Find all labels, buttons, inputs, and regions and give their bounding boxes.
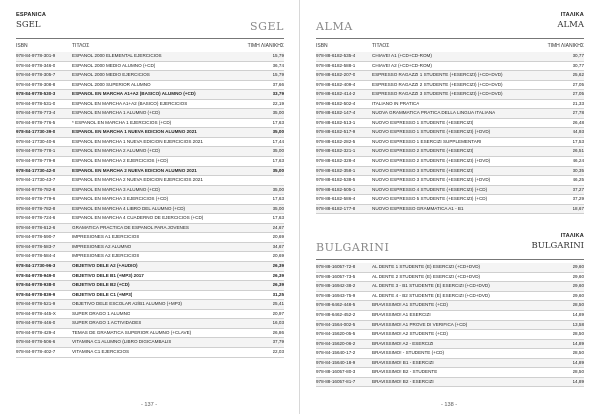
table-row	[16, 81, 284, 91]
title-cell: ESPANOL EN MARCHA 3 ALUMNO (+CD)	[72, 186, 160, 192]
price-cell: 14,89	[572, 312, 584, 318]
price-cell: 17,63	[272, 196, 284, 202]
col-price: ΤΙΜΗ ΛΙΑΝΙΚΗΣ	[547, 43, 584, 49]
isbn-cell: 978-88-6462-452-2	[316, 312, 356, 318]
price-cell: 17,63	[272, 215, 284, 221]
isbn-cell: 978-84-9778-583-7	[16, 243, 56, 249]
isbn-cell: 978-84-17730-42-0	[16, 167, 56, 173]
title-cell: NUOVO ESPRESSO 2 STUDENTE (+ESERCIZI)	[372, 148, 474, 154]
catalog-table	[316, 52, 584, 214]
isbn-cell: 978-84-9778-429-4	[16, 329, 56, 335]
table-row	[16, 272, 284, 282]
price-cell: 35,00	[272, 205, 284, 211]
title-cell: ESPRESSO RAGAZZI 1 STUDENTE (+ESERCIZI) (+CD+DVD)	[372, 72, 503, 78]
price-cell: 15,79	[272, 53, 284, 58]
price-cell: 35,00	[272, 110, 284, 116]
column-header	[316, 39, 584, 52]
title-cell: BRAVISSIMO! A2 STUDENTE (+CD)	[372, 331, 448, 337]
isbn-cell: 978-84-9778-506-6	[16, 339, 56, 345]
isbn-cell: 978-84-9778-938-0	[16, 282, 56, 288]
table-row	[316, 321, 584, 331]
title-cell: AL DENTE 1 STUDENTE (E) ESERCIZI (+CD+DVD)	[372, 264, 481, 270]
isbn-cell: 978-88-6182-517-9	[316, 129, 356, 135]
title-cell: ESPANOL 2000 MEDIO ALUMNO (+CD)	[72, 62, 156, 68]
table-row	[16, 252, 284, 262]
isbn-cell: 978-84-15640-18-9	[316, 359, 356, 365]
title-cell: NUOVO ESPRESSO 3 STUDENTE (+ESERCIZI) (+DVD)	[372, 177, 491, 183]
header-rule	[316, 259, 584, 260]
price-cell: 46,24	[572, 158, 584, 164]
title-cell: NUOVO ESPRESSO 3 STUDENTE (+ESERCIZI)	[372, 167, 474, 173]
isbn-cell: 978-84-17730-96-3	[16, 263, 56, 269]
isbn-cell: 978-84-9778-521-9	[16, 301, 56, 307]
title-cell: BRAVISSIMO! A1 ESERCIZI	[372, 312, 431, 318]
table-row	[316, 186, 584, 196]
table-row	[16, 214, 284, 224]
table-row	[316, 195, 584, 205]
isbn-cell: 978-88-6182-147-4	[316, 110, 356, 116]
title-cell: SUPER DRAGO 1 ACTIVIDADES	[72, 320, 142, 326]
isbn-cell: 978-84-9778-773-4	[16, 110, 56, 116]
table-row	[16, 167, 284, 177]
price-cell: 30,35	[572, 167, 584, 173]
title-cell: BRAVISSIMO! A1 STUDENTE (+CD)	[372, 302, 448, 308]
price-cell: 20,69	[272, 234, 284, 240]
table-row	[16, 205, 284, 215]
isbn-cell: 978-84-9778-590-7	[16, 234, 56, 240]
price-cell: 20,97	[272, 310, 284, 316]
table-row	[16, 348, 284, 358]
table-row	[16, 109, 284, 119]
price-cell: 17,44	[272, 138, 284, 144]
price-cell: 14,89	[572, 340, 584, 346]
table-row	[16, 100, 284, 110]
table-row	[316, 62, 584, 72]
title-cell: NUOVO ESPRESSO 4 STUDENTE (+ESERCIZI) (+CD)	[372, 186, 488, 192]
title-cell: BRAVISSIMO! B2 - STUDENTE	[372, 369, 438, 375]
isbn-cell: 978-88-6462-448-5	[316, 302, 356, 308]
isbn-cell: 978-88-6182-505-1	[316, 186, 356, 192]
title-cell: ESPANOL EN MARCHA A1+A2 (BASICO) EJERCICIOS	[72, 100, 188, 106]
title-cell: OBJETIVO DELE C1 (+MP3)	[72, 291, 133, 297]
isbn-cell: 978-84-9778-782-8	[16, 186, 56, 192]
title-cell: ESPANOL EN MARCHA 1 NUEVA EDICION EJERCICIOS 2021	[72, 138, 203, 144]
price-cell: 25,62	[572, 72, 584, 78]
right-page	[300, 0, 600, 414]
col-title: ΤΙΤΛΟΣ	[72, 43, 90, 49]
price-cell: 26,39	[272, 272, 284, 278]
table-row	[316, 301, 584, 311]
isbn-cell: 978-88-6182-409-4	[316, 81, 356, 87]
price-cell: 30,77	[572, 53, 584, 58]
page-number: - 138 -	[441, 402, 458, 408]
price-cell: 22,19	[272, 100, 284, 106]
table-row	[16, 52, 284, 62]
table-row	[316, 263, 584, 273]
title-cell: ESPANOL EN MARCHA 4 CUADERNO DE EJERCICIOS (+CD)	[72, 215, 204, 221]
col-isbn: ISBN	[16, 43, 28, 49]
title-cell: ESPRESSO RAGAZZI 2 STUDENTE (+ESERCIZI) (+CD+DVD)	[372, 81, 503, 87]
isbn-cell: 978-88-6182-321-1	[316, 148, 356, 154]
isbn-cell: 978-84-9778-446-0	[16, 320, 56, 326]
isbn-cell: 978-84-9778-445-X	[16, 310, 56, 316]
table-row	[16, 128, 284, 138]
isbn-cell: 978-88-6182-588-1	[316, 62, 356, 68]
title-cell: OBJETIVO DELE ESCOLAR A2/B1 ALUMNO (+MP3)	[72, 301, 182, 307]
table-row	[316, 349, 584, 359]
title-cell: ESPANOL EN MARCHA 2 NUEVA EDICION EJERCICIOS 2021	[72, 177, 203, 183]
isbn-cell: 978-88-6182-328-4	[316, 158, 356, 164]
title-cell: ESPANOL 2000 SUPERIOR ALUMNO	[72, 81, 151, 87]
isbn-cell: 978-84-9778-782-8	[16, 205, 56, 211]
table-row	[316, 52, 584, 62]
isbn-cell: 978-88-6182-282-5	[316, 138, 356, 144]
isbn-cell: 978-84-9778-776-5	[16, 119, 56, 125]
table-row	[16, 186, 284, 196]
isbn-cell: 978-88-6182-177-8	[316, 205, 356, 211]
isbn-cell: 978-88-6182-513-1	[316, 119, 356, 125]
title-cell: ESPANOL 2000 MEDIO EJERCICIOS	[72, 72, 150, 78]
table-row	[316, 167, 584, 177]
table-row	[16, 71, 284, 81]
isbn-cell: 978-88-16057-73-5	[316, 273, 356, 279]
price-cell: 29,60	[572, 283, 584, 289]
table-row	[16, 138, 284, 148]
table-row	[16, 300, 284, 310]
table-row	[16, 195, 284, 205]
catalog-table	[16, 52, 284, 358]
price-cell: 28,50	[572, 331, 584, 337]
publisher-title: ALMA	[316, 20, 353, 33]
title-cell: AL DENTE 4 - B2 STUDENTE (E) ESERCIZI (+CD+DVD)	[372, 292, 490, 298]
price-cell: 29,60	[572, 273, 584, 279]
section-header	[316, 233, 584, 259]
publisher-label: BULGARINI	[531, 241, 584, 252]
language-label: ΙΤΑΛΙΚΑ	[560, 233, 584, 240]
table-row	[316, 81, 584, 91]
isbn-cell: 978-84-15620-05-5	[316, 331, 356, 337]
price-cell: 26,51	[572, 148, 584, 154]
title-cell: OBJETIVO DELE B2 (+CD)	[72, 282, 130, 288]
price-cell: 33,79	[272, 91, 284, 97]
title-cell: IMPRESIONES A2 EJERCICIOS	[72, 253, 140, 259]
table-row	[316, 340, 584, 350]
price-cell: 14,89	[572, 378, 584, 384]
publisher-label: SGEL	[16, 20, 41, 30]
isbn-cell: 978-88-6182-538-5	[316, 177, 356, 183]
col-isbn: ISBN	[316, 43, 328, 49]
language-label: ESPANICA	[16, 12, 47, 18]
price-cell: 35,00	[272, 167, 284, 173]
title-cell: SUPER DRAGO 1 ALUMNO	[72, 310, 131, 316]
title-cell: IMPRESIONES A1 EJERCICIOS	[72, 234, 140, 240]
price-cell: 27,05	[572, 91, 584, 97]
price-cell: 27,05	[572, 81, 584, 87]
table-row	[316, 378, 584, 388]
isbn-cell: 978-84-17730-39-0	[16, 129, 56, 135]
price-cell: 18,67	[572, 205, 584, 211]
table-row	[316, 109, 584, 119]
catalog-table	[316, 263, 584, 387]
title-cell: ESPRESSO RAGAZZI 3 STUDENTE (+ESERCIZI) (+CD+DVD)	[372, 91, 503, 97]
price-cell: 30,77	[572, 62, 584, 68]
table-row	[16, 224, 284, 234]
page-number: - 137 -	[141, 402, 158, 408]
isbn-cell: 978-84-9778-308-8	[16, 81, 56, 87]
price-cell: 22,03	[272, 348, 284, 354]
publisher-title: BULGARINI	[316, 241, 390, 255]
table-row	[16, 281, 284, 291]
isbn-cell: 978-84-9778-530-3	[16, 91, 56, 97]
isbn-cell: 978-84-9778-305-7	[16, 72, 56, 78]
price-cell: 17,63	[272, 158, 284, 164]
title-cell: BRAVISSIMO! A2 - ESERCIZI	[372, 340, 434, 346]
title-cell: TEMAS DE GRAMATICA SUPERIOR ALUMNO (+CLAVE)	[72, 329, 192, 335]
title-cell: NUOVO ESPRESSO 2 STUDENTE (+ESERCIZI) (+DVD)	[372, 158, 491, 164]
right-page-header	[316, 12, 584, 38]
price-cell: 24,67	[272, 224, 284, 230]
title-cell: ESPANOL EN MARCHA 4 LIBRO DEL ALUMNO (+CD)	[72, 205, 186, 211]
table-row	[316, 71, 584, 81]
isbn-cell: 978-84-9778-779-6	[16, 196, 56, 202]
price-cell: 44,93	[572, 129, 584, 135]
price-cell: 14,89	[572, 359, 584, 365]
table-row	[16, 119, 284, 129]
table-row	[16, 233, 284, 243]
isbn-cell: 978-88-6182-586-4	[316, 196, 356, 202]
price-cell: 46,25	[572, 177, 584, 183]
table-row	[316, 90, 584, 100]
price-cell: 27,78	[572, 110, 584, 116]
price-cell: 37,79	[272, 339, 284, 345]
publisher-label: ALMA	[557, 20, 584, 30]
title-cell: VITAMINA C1 ALUMNO (LIBRO DIGICAMBALIS	[72, 339, 172, 345]
price-cell: 16,03	[272, 320, 284, 326]
price-cell: 26,39	[272, 263, 284, 269]
title-cell: ESPANOL 2000 ELEMENTAL EJERCICIOS	[72, 53, 162, 58]
title-cell: BRAVISSIMO! A1 PROVE DI VERIFICA (+CD)	[372, 321, 468, 327]
table-row	[16, 62, 284, 72]
table-row	[16, 310, 284, 320]
price-cell: 15,79	[272, 72, 284, 78]
table-row	[316, 282, 584, 292]
title-cell: OBJETIVO DELE B1 (+MP3) 2017	[72, 272, 144, 278]
isbn-cell: 978-88-16057-80-3	[316, 369, 356, 375]
isbn-cell: 978-84-1564-002-5	[316, 321, 356, 327]
title-cell: ESPANOL EN MARCHA 2 ALUMNO (+CD)	[72, 148, 160, 154]
title-cell: VITAMINA C1 EJERCICIOS	[72, 348, 130, 354]
title-cell: BRAVISSIMO! B1 - ESERCIZI	[372, 359, 434, 365]
isbn-cell: 978-88-16942-38-2	[316, 283, 356, 289]
price-cell: 37,66	[272, 81, 284, 87]
price-cell: 28,50	[572, 350, 584, 356]
table-row	[316, 157, 584, 167]
price-cell: 29,60	[572, 292, 584, 298]
title-cell: * ESPANOL EN MARCHA 1 EJERCICIOS (+CD)	[72, 119, 172, 125]
isbn-cell: 978-84-9778-301-9	[16, 53, 56, 58]
title-cell: OBJETIVO DELE A2 (+AUDIO)	[72, 263, 138, 269]
table-row	[316, 359, 584, 369]
price-cell: 37,27	[572, 186, 584, 192]
price-cell: 21,33	[572, 100, 584, 106]
table-row	[316, 128, 584, 138]
isbn-cell: 978-84-9778-402-7	[16, 348, 56, 354]
isbn-cell: 978-84-9778-531-0	[16, 100, 56, 106]
title-cell: ESPANOL EN MARCHA A1+A2 (BASICO) ALUMNO (+CD)	[72, 91, 196, 97]
isbn-cell: 978-88-6182-414-2	[316, 91, 356, 97]
isbn-cell: 978-84-9778-778-1	[16, 148, 56, 154]
title-cell: ITALIANO IN PRATICA	[372, 100, 420, 106]
title-cell: AL DENTE 2 STUDENTE (E) ESERCIZI (+CD+DVD)	[372, 273, 481, 279]
isbn-cell: 978-88-16943-75-9	[316, 292, 356, 298]
table-row	[316, 292, 584, 302]
table-row	[16, 176, 284, 186]
isbn-cell: 978-84-9778-346-0	[16, 62, 56, 68]
language-label: ΙΤΑΛΙΚΑ	[560, 12, 584, 18]
isbn-cell: 978-88-16057-81-7	[316, 378, 356, 384]
table-row	[316, 138, 584, 148]
price-cell: 35,00	[272, 129, 284, 135]
price-cell: 28,50	[572, 302, 584, 308]
title-cell: CHIAVE! A1 (+CD+CD-ROM)	[372, 53, 432, 58]
isbn-cell: 978-84-9778-779-8	[16, 158, 56, 164]
price-cell: 34,67	[272, 243, 284, 249]
table-row	[316, 311, 584, 321]
title-cell: BRAVISSIMO! - STUDENTE (+CD)	[372, 350, 445, 356]
table-row	[16, 157, 284, 167]
table-row	[16, 329, 284, 339]
title-cell: NUOVO ESPRESSO 1 STUDENTE (+ESERCIZI) (+DVD)	[372, 129, 491, 135]
table-row	[316, 205, 584, 215]
price-cell: 37,29	[572, 196, 584, 202]
table-row	[16, 262, 284, 272]
left-page-header	[16, 12, 284, 38]
title-cell: AL DENTE 3 - B1 STUDENTE (E) ESERCIZI (+CD+DVD)	[372, 283, 490, 289]
price-cell: 26,48	[572, 119, 584, 125]
price-cell: 26,39	[272, 282, 284, 288]
table-row	[316, 100, 584, 110]
price-cell: 17,53	[572, 138, 584, 144]
price-cell: 35,00	[272, 186, 284, 192]
isbn-cell: 978-84-9778-949-0	[16, 272, 56, 278]
table-row	[316, 119, 584, 129]
title-cell: NUOVO ESPRESSO 1 STUDENTE (+ESERCIZI)	[372, 119, 474, 125]
isbn-cell: 978-84-9778-612-6	[16, 224, 56, 230]
title-cell: ESPANOL EN MARCHA 1 NUEVA EDICION ALUMNO 2021	[72, 129, 197, 135]
price-cell: 17,63	[272, 119, 284, 125]
table-row	[316, 147, 584, 157]
price-cell: 20,69	[272, 253, 284, 259]
isbn-cell: 978-84-15640-17-2	[316, 350, 356, 356]
title-cell: CHIAVE! A2 (+CD+CD-ROM)	[372, 62, 432, 68]
table-row	[316, 176, 584, 186]
isbn-cell: 978-88-6182-207-0	[316, 72, 356, 78]
table-row	[316, 273, 584, 283]
column-header	[16, 39, 284, 52]
title-cell: ESPANOL EN MARCHA 1 ALUMNO (+CD)	[72, 110, 160, 116]
table-row	[16, 90, 284, 100]
col-title: ΤΙΤΛΟΣ	[372, 43, 390, 49]
price-cell: 13,58	[572, 321, 584, 327]
price-cell: 26,86	[272, 329, 284, 335]
table-row	[16, 147, 284, 157]
table-row	[16, 338, 284, 348]
title-cell: IMPRESIONES A2 ALUMNO	[72, 243, 132, 249]
title-cell: ESPANOL EN MARCHA 2 EJERCICIOS (+CD)	[72, 158, 169, 164]
price-cell: 28,50	[572, 369, 584, 375]
isbn-cell: 978-88-16057-72-8	[316, 264, 356, 270]
bulgarini-section	[316, 233, 584, 387]
title-cell: NUOVA GRAMMATICA PRATICA DELLA LINGUA ITALIANA	[372, 110, 496, 116]
price-cell: 31,25	[272, 291, 284, 297]
isbn-cell: 978-84-15620-06-2	[316, 340, 356, 346]
table-row	[16, 243, 284, 253]
price-cell: 25,41	[272, 301, 284, 307]
title-cell: GRAMATICA PRACTICA DE ESPANOL PARA JOVENES	[72, 224, 189, 230]
title-cell: ESPANOL EN MARCHA 2 NUEVA EDICION ALUMNO 2021	[72, 167, 197, 173]
isbn-cell: 978-84-17730-43-7	[16, 177, 56, 183]
isbn-cell: 978-88-6182-535-4	[316, 53, 356, 58]
isbn-cell: 978-84-9778-724-6	[16, 215, 56, 221]
price-cell: 29,60	[572, 264, 584, 270]
col-price: ΤΙΜΗ ΛΙΑΝΙΚΗΣ	[247, 43, 284, 49]
isbn-cell: 978-88-6182-358-1	[316, 167, 356, 173]
title-cell: BRAVISSIMO! B2 - ESERCIZI	[372, 378, 434, 384]
table-row	[16, 319, 284, 329]
title-cell: NUOVO ESPRESSO GRAMMATICA A1 - B1	[372, 205, 464, 211]
table-row	[316, 368, 584, 378]
price-cell: 36,74	[272, 62, 284, 68]
isbn-cell: 978-88-6182-502-4	[316, 100, 356, 106]
title-cell: NUOVO ESPRESSO 1 ESERCIZI SUPPLEMENTARI	[372, 138, 482, 144]
title-cell: ESPANOL EN MARCHA 3 EJERCICIOS (+CD)	[72, 196, 169, 202]
isbn-cell: 978-84-9778-839-9	[16, 291, 56, 297]
price-cell: 35,00	[272, 148, 284, 154]
isbn-cell: 978-84-17730-40-6	[16, 138, 56, 144]
table-row	[16, 291, 284, 301]
title-cell: NUOVO ESPRESSO 5 STUDENTE (+ESERCIZI) (+CD)	[372, 196, 488, 202]
table-row	[316, 330, 584, 340]
publisher-title: SGEL	[249, 20, 284, 33]
isbn-cell: 978-84-9778-584-4	[16, 253, 56, 259]
